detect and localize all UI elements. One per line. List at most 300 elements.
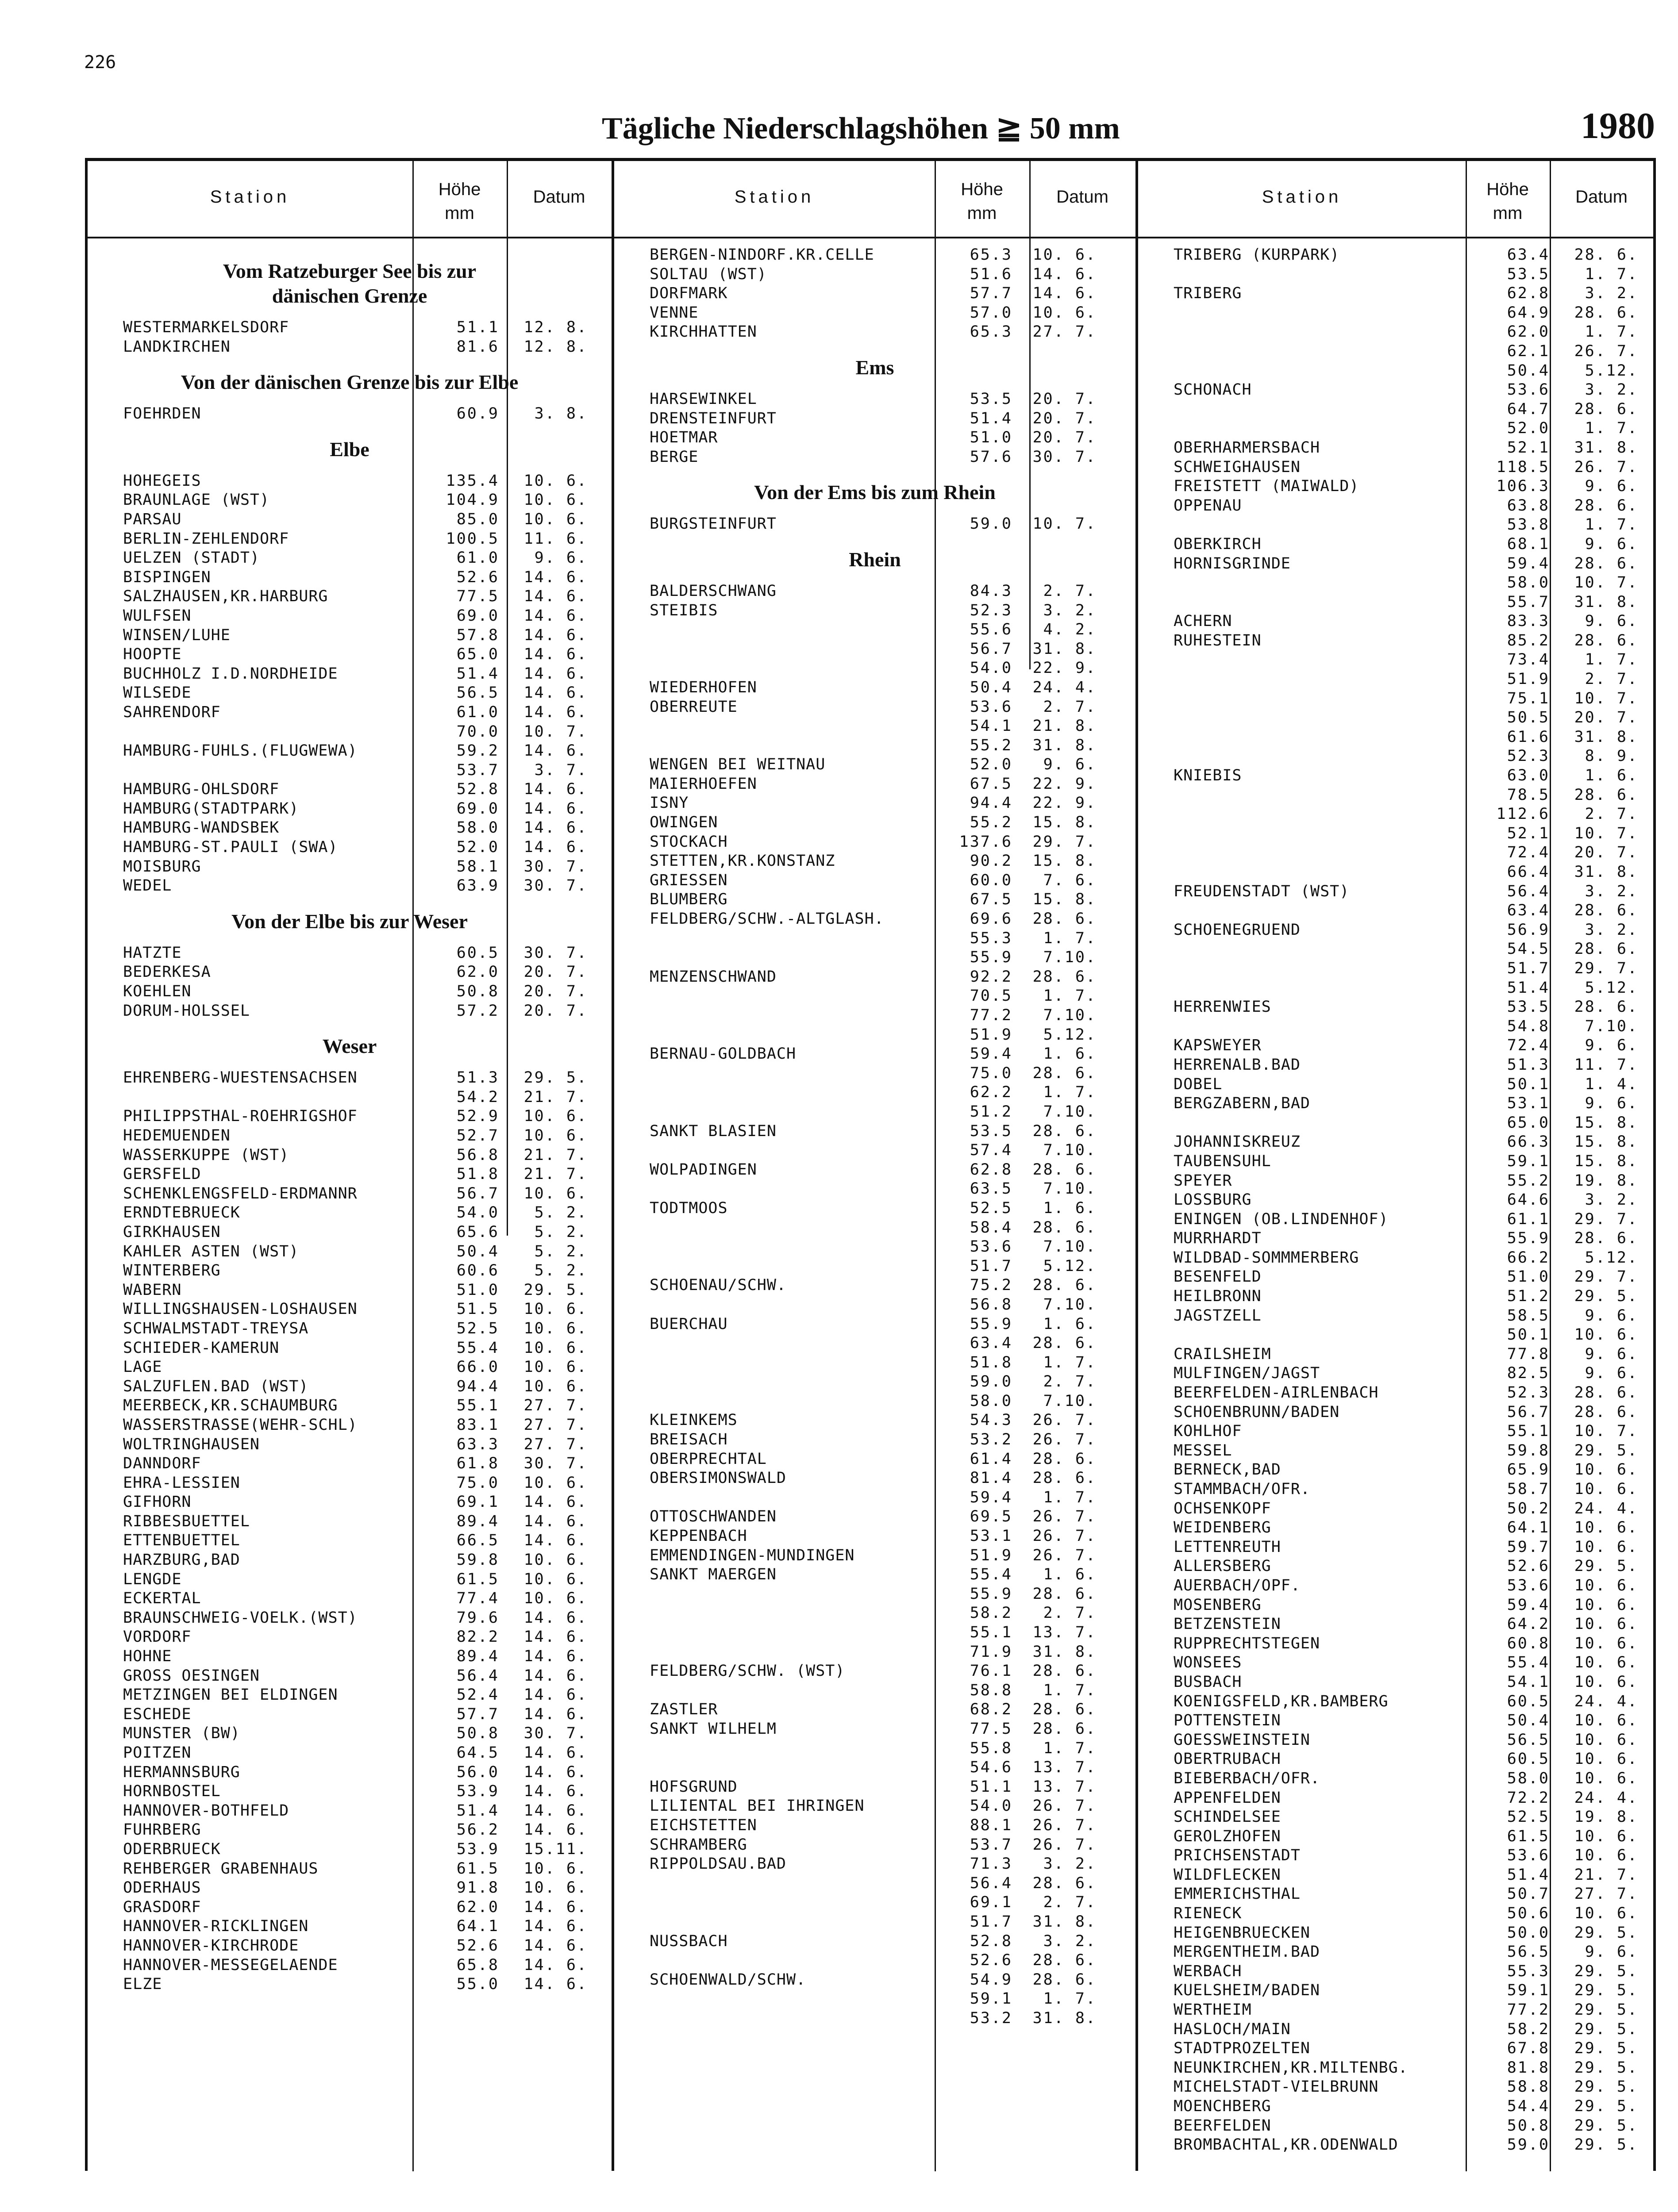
precip-height: 64.2 — [1507, 1615, 1550, 1633]
precip-date: 14. 6. — [523, 703, 588, 721]
precip-height: 55.3 — [1507, 1962, 1550, 1980]
precip-date: 1. 6. — [1043, 1045, 1097, 1063]
station-name: HASLOCH/MAIN — [1174, 2020, 1291, 2038]
station-name: MESSEL — [1174, 1441, 1232, 1459]
station-name: BESENFELD — [1174, 1268, 1262, 1286]
precip-date: 3. 2. — [1585, 381, 1638, 399]
table-row — [1138, 2097, 1653, 2116]
precip-height: 58.7 — [1507, 1480, 1550, 1498]
precip-height: 57.8 — [456, 626, 499, 644]
precip-height: 55.1 — [970, 1624, 1012, 1641]
table-row — [88, 1068, 612, 1088]
precip-height: 50.4 — [1507, 361, 1550, 380]
header-hoehe-unit: mm — [1493, 204, 1523, 223]
precip-height: 52.5 — [456, 1319, 499, 1337]
precip-date: 14. 6. — [523, 819, 588, 837]
table-row — [614, 1218, 1135, 1238]
table-row — [614, 910, 1135, 929]
header-datum: Datum — [1575, 187, 1628, 207]
precip-date: 13. 7. — [1032, 1759, 1097, 1777]
table-row — [88, 1396, 612, 1416]
precip-height: 61.6 — [1507, 728, 1550, 746]
precip-height: 59.2 — [456, 742, 499, 760]
precip-date: 3. 2. — [1585, 882, 1638, 900]
station-name: REHBERGER GRABENHAUS — [123, 1859, 319, 1878]
precip-height: 54.8 — [1507, 1017, 1550, 1035]
station-name: HEILBRONN — [1174, 1287, 1262, 1306]
precip-date: 5.12. — [1043, 1025, 1097, 1044]
precip-date: 10. 6. — [1574, 1654, 1638, 1672]
table-row — [614, 323, 1135, 342]
table-row — [614, 1025, 1135, 1045]
precip-height: 55.8 — [970, 1739, 1012, 1757]
header-station: Station — [210, 187, 290, 207]
station-name: HOFSGRUND — [650, 1778, 738, 1796]
precip-height: 52.5 — [970, 1199, 1012, 1217]
table-row — [88, 1126, 612, 1146]
precip-date: 29. 5. — [1574, 1924, 1638, 1942]
table-row — [88, 1531, 612, 1551]
precip-date: 14. 6. — [523, 1686, 588, 1704]
precip-height: 51.3 — [1507, 1056, 1550, 1074]
precip-height: 82.5 — [1507, 1364, 1550, 1382]
precip-height: 61.5 — [1507, 1827, 1550, 1845]
precip-height: 69.0 — [456, 799, 499, 818]
precip-date: 28. 6. — [1032, 1218, 1097, 1237]
station-name: GROSS OESINGEN — [123, 1667, 260, 1685]
station-name: LAGE — [123, 1358, 162, 1376]
table-row — [1138, 361, 1653, 381]
station-name: HAMBURG(STADTPARK) — [123, 799, 299, 818]
station-name: WOLTRINGHAUSEN — [123, 1435, 260, 1453]
precip-height: 59.1 — [1507, 1152, 1550, 1170]
precip-height: 62.1 — [1507, 342, 1550, 360]
station-name: HAMBURG-ST.PAULI (SWA) — [123, 838, 338, 856]
station-name: SANKT WILHELM — [650, 1720, 777, 1738]
table-row — [1138, 1017, 1653, 1037]
table-row — [1138, 1383, 1653, 1403]
table-row — [88, 761, 612, 780]
station-name: STOCKACH — [650, 833, 728, 851]
station-name: OWINGEN — [650, 814, 718, 832]
precip-date: 28. 6. — [1574, 786, 1638, 804]
precip-height: 53.5 — [1507, 265, 1550, 283]
station-name: WERBACH — [1174, 1962, 1242, 1980]
precip-height: 61.5 — [456, 1859, 499, 1878]
precip-date: 14. 6. — [523, 1801, 588, 1820]
table-row — [88, 1743, 612, 1763]
precip-date: 26. 7. — [1032, 1527, 1097, 1545]
station-name: UELZEN (STADT) — [123, 549, 260, 567]
precip-date: 14. 6. — [523, 607, 588, 625]
precip-height: 69.5 — [970, 1508, 1012, 1526]
precip-height: 60.9 — [456, 405, 499, 423]
precip-date: 10. 6. — [1032, 303, 1097, 322]
precip-height: 85.2 — [1507, 631, 1550, 649]
station-name: SCHOENEGRUEND — [1174, 921, 1301, 939]
table-row — [614, 1836, 1135, 1855]
precip-height: 55.0 — [456, 1975, 499, 1993]
station-name: SCHIEDER-KAMERUN — [123, 1339, 280, 1357]
precip-height: 52.4 — [456, 1686, 499, 1704]
precip-date: 28. 6. — [1032, 1450, 1097, 1468]
precip-date: 19. 8. — [1574, 1171, 1638, 1190]
precip-date: 30. 7. — [523, 944, 588, 962]
precip-height: 62.0 — [456, 1898, 499, 1916]
precip-date: 3. 2. — [1585, 921, 1638, 939]
page-number: 226 — [84, 52, 116, 73]
precip-height: 54.4 — [1507, 2097, 1550, 2115]
precip-height: 65.3 — [970, 246, 1012, 264]
station-name: ODERBRUECK — [123, 1840, 221, 1858]
precip-date: 28. 6. — [1032, 1334, 1097, 1352]
table-row — [614, 1739, 1135, 1759]
table-row — [1138, 1267, 1653, 1287]
precip-height: 55.9 — [970, 949, 1012, 967]
precip-date: 13. 7. — [1032, 1624, 1097, 1641]
precip-height: 89.4 — [456, 1512, 499, 1530]
precip-date: 7.10. — [1043, 1238, 1097, 1256]
precip-date: 2. 7. — [1043, 1604, 1097, 1622]
precip-height: 60.0 — [970, 871, 1012, 889]
table-row — [88, 587, 612, 607]
station-name: HARSEWINKEL — [650, 390, 757, 408]
section-heading — [88, 357, 612, 404]
precip-height: 57.7 — [970, 284, 1012, 303]
precip-date: 14. 6. — [1032, 284, 1097, 303]
table-row — [614, 852, 1135, 871]
table-row — [1138, 1576, 1653, 1596]
table-row — [1138, 631, 1653, 651]
table-row — [1138, 1152, 1653, 1171]
precip-height: 50.5 — [1507, 709, 1550, 727]
precip-date: 3. 2. — [1585, 1191, 1638, 1209]
precip-date: 5.12. — [1043, 1257, 1097, 1275]
precip-date: 14. 6. — [523, 1936, 588, 1955]
precip-height: 61.0 — [456, 703, 499, 721]
table-row — [614, 755, 1135, 775]
precip-height: 51.2 — [1507, 1287, 1550, 1306]
precip-date: 28. 6. — [1574, 631, 1638, 649]
precip-height: 66.4 — [1507, 863, 1550, 881]
precip-date: 10. 6. — [1574, 1596, 1638, 1614]
table-row — [1138, 1441, 1653, 1461]
station-name: FELDBERG/SCHW.-ALTGLASH. — [650, 910, 884, 928]
precip-height: 55.9 — [970, 1585, 1012, 1603]
section-heading — [88, 246, 612, 318]
table-row — [1138, 1306, 1653, 1326]
precip-height: 50.0 — [1507, 1924, 1550, 1942]
precip-date: 31. 8. — [1574, 438, 1638, 457]
table-row — [1138, 766, 1653, 786]
precip-date: 22. 9. — [1032, 794, 1097, 812]
precip-date: 28. 6. — [1574, 940, 1638, 958]
precip-height: 56.8 — [456, 1146, 499, 1164]
precip-date: 2. 7. — [1043, 582, 1097, 600]
precip-height: 83.3 — [1507, 612, 1550, 630]
precip-date: 26. 7. — [1574, 458, 1638, 476]
station-name: DOBEL — [1174, 1075, 1223, 1093]
precip-height: 53.5 — [970, 1122, 1012, 1140]
precip-date: 31. 8. — [1032, 2009, 1097, 2027]
header-station: Station — [734, 187, 815, 207]
precip-height: 50.4 — [456, 1242, 499, 1260]
precip-date: 29. 5. — [1574, 1982, 1638, 2000]
precip-date: 20. 7. — [1032, 409, 1097, 427]
precip-height: 63.0 — [1507, 767, 1550, 785]
station-name: GIFHORN — [123, 1493, 192, 1511]
precip-date: 21. 7. — [523, 1146, 588, 1164]
precip-date: 7.10. — [1043, 1295, 1097, 1313]
station-name: OBERTRUBACH — [1174, 1750, 1281, 1768]
precip-height: 51.9 — [1507, 670, 1550, 688]
precip-date: 1. 7. — [1043, 1353, 1097, 1371]
station-name: OBERKIRCH — [1174, 535, 1262, 553]
precip-height: 66.5 — [456, 1532, 499, 1550]
precip-height: 58.5 — [1507, 1306, 1550, 1325]
precip-date: 29. 5. — [1574, 2039, 1638, 2058]
precip-date: 9. 6. — [1585, 1094, 1638, 1113]
station-name: KNIEBIS — [1174, 767, 1242, 785]
station-name: ELZE — [123, 1975, 162, 1993]
precip-date: 15.11. — [523, 1840, 588, 1858]
station-name: FREUDENSTADT (WST) — [1174, 882, 1350, 900]
precip-height: 60.8 — [1507, 1634, 1550, 1652]
precip-date: 1. 7. — [1043, 1488, 1097, 1506]
precip-date: 10. 6. — [1574, 1827, 1638, 1845]
precip-height: 53.6 — [970, 1238, 1012, 1256]
precip-date: 19. 8. — [1574, 1808, 1638, 1826]
precip-height: 59.7 — [1507, 1538, 1550, 1556]
station-name: TRIBERG (KURPARK) — [1174, 246, 1340, 264]
precip-height: 55.4 — [970, 1566, 1012, 1584]
table-row — [1138, 2135, 1653, 2155]
table-row — [1138, 1904, 1653, 1924]
precip-date: 14. 6. — [523, 1667, 588, 1685]
station-name: OBERPRECHTAL — [650, 1450, 767, 1468]
precip-date: 28. 6. — [1032, 1160, 1097, 1179]
station-name: KAHLER ASTEN (WST) — [123, 1242, 299, 1260]
station-name: WIEDERHOFEN — [650, 678, 757, 696]
precip-height: 77.5 — [970, 1720, 1012, 1738]
precip-date: 29. 5. — [1574, 1962, 1638, 1980]
table-row — [1138, 728, 1653, 747]
station-name: DORUM-HOLSSEL — [123, 1002, 250, 1020]
precip-height: 52.1 — [1507, 438, 1550, 457]
table-row — [88, 1878, 612, 1898]
header-hoehe-label: Höhe — [438, 180, 481, 199]
station-name: KIRCHHATTEN — [650, 323, 757, 341]
table-row — [1138, 805, 1653, 824]
station-name: HERRENWIES — [1174, 998, 1271, 1016]
precip-date: 30. 7. — [1032, 448, 1097, 466]
station-name: HATZTE — [123, 944, 182, 962]
station-name: BLUMBERG — [650, 891, 728, 909]
table-row — [614, 428, 1135, 448]
table-row — [88, 876, 612, 896]
precip-date: 3. 2. — [1043, 1932, 1097, 1950]
table-row — [1138, 940, 1653, 959]
precip-height: 64.1 — [456, 1917, 499, 1936]
table-row — [614, 1681, 1135, 1701]
precip-date: 28. 6. — [1574, 496, 1638, 515]
table-row — [1138, 747, 1653, 766]
precip-date: 1. 6. — [1043, 1199, 1097, 1217]
table-row — [1138, 1248, 1653, 1268]
table-row — [614, 813, 1135, 833]
table-row — [88, 338, 612, 357]
station-name: WERTHEIM — [1174, 2001, 1252, 2019]
precip-height: 60.5 — [1507, 1750, 1550, 1768]
precip-height: 52.6 — [970, 1951, 1012, 1970]
precip-height: 59.8 — [1507, 1441, 1550, 1459]
precip-date: 10. 6. — [523, 1127, 588, 1144]
station-name: SPEYER — [1174, 1171, 1232, 1190]
precip-date: 26. 7. — [1032, 1836, 1097, 1854]
station-name: HORNISGRINDE — [1174, 554, 1291, 572]
precip-height: 62.8 — [970, 1160, 1012, 1179]
precip-date: 15. 8. — [1574, 1152, 1638, 1170]
precip-height: 69.6 — [970, 910, 1012, 928]
precip-date: 21. 8. — [1032, 717, 1097, 735]
precip-date: 26. 7. — [1032, 1508, 1097, 1526]
precip-date: 14. 6. — [523, 838, 588, 856]
precip-date: 2. 7. — [1043, 1373, 1097, 1391]
station-name: MENZENSCHWAND — [650, 968, 777, 986]
station-name: SOLTAU (WST) — [650, 265, 767, 283]
station-name: EHRA-LESSIEN — [123, 1474, 240, 1492]
precip-height: 94.4 — [970, 794, 1012, 812]
precip-date: 28. 6. — [1574, 1229, 1638, 1248]
table-row — [1138, 1789, 1653, 1808]
precip-date: 29. 5. — [1574, 2058, 1638, 2077]
station-name: FOEHRDEN — [123, 405, 201, 423]
precip-date: 28. 6. — [1032, 1662, 1097, 1680]
table-row — [88, 1203, 612, 1223]
table-row — [614, 390, 1135, 409]
station-name: ISNY — [650, 794, 689, 812]
table-row — [1138, 1094, 1653, 1114]
precip-date: 29. 5. — [1574, 1287, 1638, 1306]
precip-height: 92.2 — [970, 968, 1012, 986]
precip-height: 59.4 — [970, 1488, 1012, 1506]
table-row — [614, 1469, 1135, 1488]
precip-height: 63.4 — [1507, 902, 1550, 920]
table-row — [1138, 689, 1653, 709]
table-row — [88, 1339, 612, 1358]
precip-height: 77.8 — [1507, 1345, 1550, 1363]
precip-height: 51.4 — [970, 409, 1012, 427]
precip-height: 55.9 — [1507, 1229, 1550, 1248]
table-row — [1138, 496, 1653, 516]
precip-height: 50.7 — [1507, 1885, 1550, 1903]
table-row — [614, 833, 1135, 852]
precip-date: 1. 7. — [1043, 1083, 1097, 1102]
precip-height: 67.8 — [1507, 2039, 1550, 2058]
table-row — [614, 515, 1135, 534]
precip-date: 1. 7. — [1043, 929, 1097, 947]
section-heading — [614, 467, 1135, 515]
table-row — [614, 284, 1135, 303]
header-station: Station — [1262, 187, 1342, 207]
precip-date: 15. 8. — [1032, 852, 1097, 870]
table-row — [1138, 824, 1653, 844]
precip-height: 62.8 — [1507, 284, 1550, 303]
table-row — [1138, 2078, 1653, 2097]
precip-date: 7.10. — [1043, 1141, 1097, 1160]
table-row — [88, 404, 612, 424]
station-name: WASSERSTRASSE(WEHR-SCHL) — [123, 1416, 358, 1434]
precip-height: 56.7 — [1507, 1403, 1550, 1421]
precip-date: 21. 7. — [523, 1088, 588, 1106]
station-name: PARSAU — [123, 510, 182, 528]
precip-height: 55.7 — [1507, 593, 1550, 611]
station-name: WOLPADINGEN — [650, 1160, 757, 1179]
precip-date: 2. 7. — [1043, 1893, 1097, 1912]
station-name: BERGE — [650, 448, 699, 466]
station-name: SCHINDELSEE — [1174, 1808, 1281, 1826]
station-name: HARZBURG,BAD — [123, 1551, 240, 1569]
station-name: HANNOVER-KIRCHRODE — [123, 1936, 299, 1955]
precip-date: 15. 8. — [1032, 891, 1097, 909]
precip-date: 20. 7. — [1574, 709, 1638, 727]
precip-date: 12. 8. — [523, 319, 588, 336]
precip-date: 28. 6. — [1032, 1970, 1097, 1989]
station-name: HEDEMUENDEN — [123, 1127, 231, 1144]
station-name: HAMBURG-FUHLS.(FLUGWEWA) — [123, 742, 358, 760]
precip-height: 56.8 — [970, 1295, 1012, 1313]
table-row — [1138, 265, 1653, 284]
station-name: JOHANNISKREUZ — [1174, 1133, 1301, 1151]
precip-height: 54.1 — [970, 717, 1012, 735]
precip-height: 51.7 — [970, 1257, 1012, 1275]
header-hoehe-unit: mm — [967, 204, 997, 223]
precip-date: 1. 6. — [1043, 1566, 1097, 1584]
table-row — [614, 2009, 1135, 2028]
station-name: WILDBAD-SOMMMERBERG — [1174, 1248, 1359, 1267]
precip-date: 28. 6. — [1032, 1469, 1097, 1487]
precip-height: 75.0 — [970, 1064, 1012, 1082]
station-name: BREISACH — [650, 1431, 728, 1449]
precip-date: 15. 8. — [1032, 814, 1097, 832]
precip-height: 52.9 — [456, 1107, 499, 1125]
station-name: DORFMARK — [650, 284, 728, 303]
table-row — [614, 1160, 1135, 1180]
section-heading-line: Von der dänischen Grenze bis zur Elbe — [181, 371, 519, 394]
station-name: ETTENBUETTEL — [123, 1532, 240, 1550]
precip-date: 24. 4. — [1574, 1499, 1638, 1517]
precip-height: 50.2 — [1507, 1499, 1550, 1517]
precip-height: 62.2 — [970, 1083, 1012, 1102]
precip-date: 3. 2. — [1585, 284, 1638, 303]
precip-height: 66.2 — [1507, 1248, 1550, 1267]
table-row — [614, 1102, 1135, 1122]
precip-height: 53.2 — [970, 2009, 1012, 2027]
precip-height: 64.7 — [1507, 400, 1550, 418]
table-row — [88, 664, 612, 684]
station-name: EMMERICHSTHAL — [1174, 1885, 1301, 1903]
station-name: SCHWEIGHAUSEN — [1174, 458, 1301, 476]
precip-date: 10. 6. — [1574, 1673, 1638, 1691]
precip-date: 14. 6. — [523, 742, 588, 760]
table-row — [1138, 1480, 1653, 1499]
precip-date: 10. 6. — [1574, 1769, 1638, 1787]
precip-height: 84.3 — [970, 582, 1012, 600]
station-name: MAIERHOEFEN — [650, 775, 757, 793]
header-hoehe — [935, 177, 1029, 225]
precip-height: 51.4 — [1507, 979, 1550, 997]
table-row — [1138, 1422, 1653, 1441]
